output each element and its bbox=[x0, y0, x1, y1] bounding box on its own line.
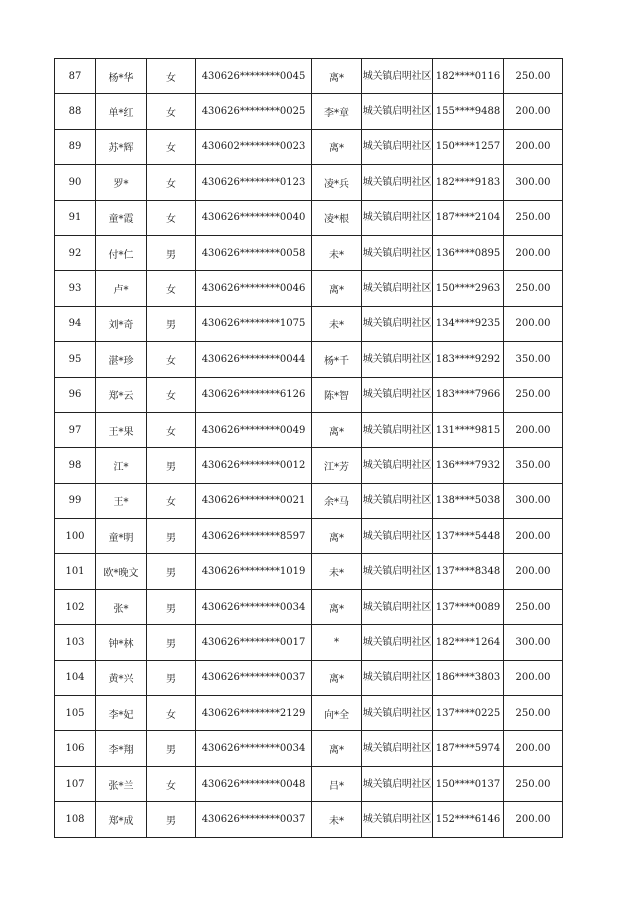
gender-cell: 男 bbox=[147, 554, 196, 589]
id-number-cell: 430626********0037 bbox=[196, 660, 312, 695]
name-cell: 苏*辉 bbox=[96, 129, 147, 164]
gender-cell: 女 bbox=[147, 94, 196, 129]
address-cell: 城关镇启明社区 bbox=[362, 59, 433, 94]
table-row bbox=[55, 306, 563, 341]
row-number-cell: 103 bbox=[55, 625, 96, 660]
row-number-cell: 102 bbox=[55, 589, 96, 624]
phone-cell: 136****7932 bbox=[433, 448, 504, 483]
table-row bbox=[55, 271, 563, 306]
phone-cell: 134****9235 bbox=[433, 306, 504, 341]
row-number-cell: 88 bbox=[55, 94, 96, 129]
contact-name-cell: * bbox=[312, 625, 362, 660]
amount-cell: 250.00 bbox=[504, 589, 563, 624]
row-number-cell: 105 bbox=[55, 696, 96, 731]
gender-cell: 女 bbox=[147, 271, 196, 306]
id-number-cell: 430626********0049 bbox=[196, 412, 312, 447]
gender-cell: 男 bbox=[147, 235, 196, 270]
gender-cell: 男 bbox=[147, 625, 196, 660]
contact-name-cell: 离* bbox=[312, 412, 362, 447]
contact-name-cell: 江*芳 bbox=[312, 448, 362, 483]
amount-cell: 250.00 bbox=[504, 377, 563, 412]
amount-cell: 250.00 bbox=[504, 200, 563, 235]
amount-cell: 300.00 bbox=[504, 165, 563, 200]
contact-name-cell: 未* bbox=[312, 306, 362, 341]
id-number-cell: 430626********0034 bbox=[196, 589, 312, 624]
row-number-cell: 95 bbox=[55, 342, 96, 377]
row-number-cell: 93 bbox=[55, 271, 96, 306]
row-number-cell: 96 bbox=[55, 377, 96, 412]
table-row bbox=[55, 802, 563, 837]
contact-name-cell: 吕* bbox=[312, 766, 362, 801]
address-cell: 城关镇启明社区 bbox=[362, 306, 433, 341]
address-cell: 城关镇启明社区 bbox=[362, 165, 433, 200]
id-number-cell: 430626********0040 bbox=[196, 200, 312, 235]
table-row bbox=[55, 412, 563, 447]
row-number-cell: 90 bbox=[55, 165, 96, 200]
phone-cell: 150****1257 bbox=[433, 129, 504, 164]
contact-name-cell: 余*马 bbox=[312, 483, 362, 518]
gender-cell: 男 bbox=[147, 589, 196, 624]
name-cell: 童*明 bbox=[96, 519, 147, 554]
table-row bbox=[55, 129, 563, 164]
name-cell: 付*仁 bbox=[96, 235, 147, 270]
address-cell: 城关镇启明社区 bbox=[362, 235, 433, 270]
id-number-cell: 430626********0021 bbox=[196, 483, 312, 518]
address-cell: 城关镇启明社区 bbox=[362, 94, 433, 129]
name-cell: 童*霞 bbox=[96, 200, 147, 235]
address-cell: 城关镇启明社区 bbox=[362, 448, 433, 483]
amount-cell: 250.00 bbox=[504, 271, 563, 306]
id-number-cell: 430626********0058 bbox=[196, 235, 312, 270]
name-cell: 郑*云 bbox=[96, 377, 147, 412]
gender-cell: 女 bbox=[147, 165, 196, 200]
gender-cell: 女 bbox=[147, 483, 196, 518]
address-cell: 城关镇启明社区 bbox=[362, 625, 433, 660]
address-cell: 城关镇启明社区 bbox=[362, 660, 433, 695]
amount-cell: 200.00 bbox=[504, 412, 563, 447]
gender-cell: 女 bbox=[147, 129, 196, 164]
amount-cell: 300.00 bbox=[504, 483, 563, 518]
table-row bbox=[55, 731, 563, 766]
address-cell: 城关镇启明社区 bbox=[362, 589, 433, 624]
name-cell: 湛*珍 bbox=[96, 342, 147, 377]
id-number-cell: 430626********0044 bbox=[196, 342, 312, 377]
amount-cell: 200.00 bbox=[504, 129, 563, 164]
address-cell: 城关镇启明社区 bbox=[362, 377, 433, 412]
table-row bbox=[55, 448, 563, 483]
gender-cell: 女 bbox=[147, 342, 196, 377]
phone-cell: 183****9292 bbox=[433, 342, 504, 377]
id-number-cell: 430626********0045 bbox=[196, 59, 312, 94]
id-number-cell: 430626********1075 bbox=[196, 306, 312, 341]
row-number-cell: 89 bbox=[55, 129, 96, 164]
table-row bbox=[55, 483, 563, 518]
id-number-cell: 430626********0037 bbox=[196, 802, 312, 837]
phone-cell: 138****5038 bbox=[433, 483, 504, 518]
name-cell: 钟*林 bbox=[96, 625, 147, 660]
table-body bbox=[55, 59, 563, 838]
id-number-cell: 430626********0123 bbox=[196, 165, 312, 200]
name-cell: 单*红 bbox=[96, 94, 147, 129]
amount-cell: 300.00 bbox=[504, 625, 563, 660]
name-cell: 黄*兴 bbox=[96, 660, 147, 695]
phone-cell: 150****0137 bbox=[433, 766, 504, 801]
row-number-cell: 94 bbox=[55, 306, 96, 341]
table-row bbox=[55, 165, 563, 200]
amount-cell: 350.00 bbox=[504, 448, 563, 483]
id-number-cell: 430626********8597 bbox=[196, 519, 312, 554]
id-number-cell: 430626********0012 bbox=[196, 448, 312, 483]
id-number-cell: 430626********0025 bbox=[196, 94, 312, 129]
amount-cell: 250.00 bbox=[504, 59, 563, 94]
contact-name-cell: 离* bbox=[312, 731, 362, 766]
contact-name-cell: 凌*兵 bbox=[312, 165, 362, 200]
table-row bbox=[55, 660, 563, 695]
amount-cell: 250.00 bbox=[504, 766, 563, 801]
gender-cell: 女 bbox=[147, 766, 196, 801]
phone-cell: 187****2104 bbox=[433, 200, 504, 235]
contact-name-cell: 未* bbox=[312, 554, 362, 589]
address-cell: 城关镇启明社区 bbox=[362, 129, 433, 164]
gender-cell: 女 bbox=[147, 696, 196, 731]
phone-cell: 137****8348 bbox=[433, 554, 504, 589]
contact-name-cell: 李*章 bbox=[312, 94, 362, 129]
name-cell: 杨*华 bbox=[96, 59, 147, 94]
contact-name-cell: 离* bbox=[312, 59, 362, 94]
gender-cell: 男 bbox=[147, 519, 196, 554]
name-cell: 刘*奇 bbox=[96, 306, 147, 341]
table-row bbox=[55, 696, 563, 731]
table-row bbox=[55, 94, 563, 129]
amount-cell: 200.00 bbox=[504, 519, 563, 554]
id-number-cell: 430626********0046 bbox=[196, 271, 312, 306]
phone-cell: 182****1264 bbox=[433, 625, 504, 660]
row-number-cell: 101 bbox=[55, 554, 96, 589]
id-number-cell: 430626********1019 bbox=[196, 554, 312, 589]
phone-cell: 187****5974 bbox=[433, 731, 504, 766]
table-row bbox=[55, 235, 563, 270]
id-number-cell: 430602********0023 bbox=[196, 129, 312, 164]
address-cell: 城关镇启明社区 bbox=[362, 519, 433, 554]
id-number-cell: 430626********0034 bbox=[196, 731, 312, 766]
id-number-cell: 430626********0048 bbox=[196, 766, 312, 801]
address-cell: 城关镇启明社区 bbox=[362, 802, 433, 837]
contact-name-cell: 向*全 bbox=[312, 696, 362, 731]
row-number-cell: 108 bbox=[55, 802, 96, 837]
amount-cell: 250.00 bbox=[504, 696, 563, 731]
name-cell: 郑*成 bbox=[96, 802, 147, 837]
name-cell: 卢* bbox=[96, 271, 147, 306]
amount-cell: 200.00 bbox=[504, 235, 563, 270]
table-row bbox=[55, 200, 563, 235]
amount-cell: 200.00 bbox=[504, 802, 563, 837]
contact-name-cell: 凌*根 bbox=[312, 200, 362, 235]
name-cell: 欧*晚文 bbox=[96, 554, 147, 589]
phone-cell: 152****6146 bbox=[433, 802, 504, 837]
name-cell: 张* bbox=[96, 589, 147, 624]
amount-cell: 200.00 bbox=[504, 94, 563, 129]
table-row bbox=[55, 342, 563, 377]
contact-name-cell: 离* bbox=[312, 129, 362, 164]
gender-cell: 男 bbox=[147, 660, 196, 695]
phone-cell: 131****9815 bbox=[433, 412, 504, 447]
name-cell: 李*妃 bbox=[96, 696, 147, 731]
contact-name-cell: 杨*千 bbox=[312, 342, 362, 377]
amount-cell: 200.00 bbox=[504, 731, 563, 766]
amount-cell: 200.00 bbox=[504, 660, 563, 695]
contact-name-cell: 未* bbox=[312, 802, 362, 837]
address-cell: 城关镇启明社区 bbox=[362, 731, 433, 766]
amount-cell: 350.00 bbox=[504, 342, 563, 377]
amount-cell: 200.00 bbox=[504, 306, 563, 341]
phone-cell: 183****7966 bbox=[433, 377, 504, 412]
contact-name-cell: 离* bbox=[312, 519, 362, 554]
table-row bbox=[55, 589, 563, 624]
table-row bbox=[55, 766, 563, 801]
row-number-cell: 87 bbox=[55, 59, 96, 94]
address-cell: 城关镇启明社区 bbox=[362, 483, 433, 518]
table-row bbox=[55, 519, 563, 554]
address-cell: 城关镇启明社区 bbox=[362, 696, 433, 731]
name-cell: 王* bbox=[96, 483, 147, 518]
name-cell: 罗* bbox=[96, 165, 147, 200]
table-row bbox=[55, 377, 563, 412]
phone-cell: 137****0225 bbox=[433, 696, 504, 731]
phone-cell: 182****0116 bbox=[433, 59, 504, 94]
amount-cell: 200.00 bbox=[504, 554, 563, 589]
address-cell: 城关镇启明社区 bbox=[362, 200, 433, 235]
table-row bbox=[55, 625, 563, 660]
row-number-cell: 91 bbox=[55, 200, 96, 235]
records-table bbox=[54, 58, 563, 838]
table-row bbox=[55, 554, 563, 589]
gender-cell: 男 bbox=[147, 802, 196, 837]
row-number-cell: 106 bbox=[55, 731, 96, 766]
row-number-cell: 104 bbox=[55, 660, 96, 695]
phone-cell: 137****0089 bbox=[433, 589, 504, 624]
gender-cell: 男 bbox=[147, 731, 196, 766]
row-number-cell: 92 bbox=[55, 235, 96, 270]
row-number-cell: 100 bbox=[55, 519, 96, 554]
phone-cell: 136****0895 bbox=[433, 235, 504, 270]
row-number-cell: 97 bbox=[55, 412, 96, 447]
gender-cell: 女 bbox=[147, 412, 196, 447]
phone-cell: 186****3803 bbox=[433, 660, 504, 695]
phone-cell: 150****2963 bbox=[433, 271, 504, 306]
name-cell: 江* bbox=[96, 448, 147, 483]
contact-name-cell: 离* bbox=[312, 589, 362, 624]
phone-cell: 182****9183 bbox=[433, 165, 504, 200]
row-number-cell: 107 bbox=[55, 766, 96, 801]
address-cell: 城关镇启明社区 bbox=[362, 766, 433, 801]
address-cell: 城关镇启明社区 bbox=[362, 271, 433, 306]
gender-cell: 女 bbox=[147, 200, 196, 235]
contact-name-cell: 陈*智 bbox=[312, 377, 362, 412]
address-cell: 城关镇启明社区 bbox=[362, 554, 433, 589]
contact-name-cell: 离* bbox=[312, 271, 362, 306]
gender-cell: 男 bbox=[147, 448, 196, 483]
row-number-cell: 99 bbox=[55, 483, 96, 518]
phone-cell: 155****9488 bbox=[433, 94, 504, 129]
gender-cell: 男 bbox=[147, 306, 196, 341]
name-cell: 张*兰 bbox=[96, 766, 147, 801]
name-cell: 王*果 bbox=[96, 412, 147, 447]
contact-name-cell: 未* bbox=[312, 235, 362, 270]
row-number-cell: 98 bbox=[55, 448, 96, 483]
name-cell: 李*翔 bbox=[96, 731, 147, 766]
table-row bbox=[55, 59, 563, 94]
id-number-cell: 430626********2129 bbox=[196, 696, 312, 731]
gender-cell: 女 bbox=[147, 59, 196, 94]
address-cell: 城关镇启明社区 bbox=[362, 342, 433, 377]
gender-cell: 女 bbox=[147, 377, 196, 412]
id-number-cell: 430626********6126 bbox=[196, 377, 312, 412]
address-cell: 城关镇启明社区 bbox=[362, 412, 433, 447]
phone-cell: 137****5448 bbox=[433, 519, 504, 554]
contact-name-cell: 离* bbox=[312, 660, 362, 695]
id-number-cell: 430626********0017 bbox=[196, 625, 312, 660]
